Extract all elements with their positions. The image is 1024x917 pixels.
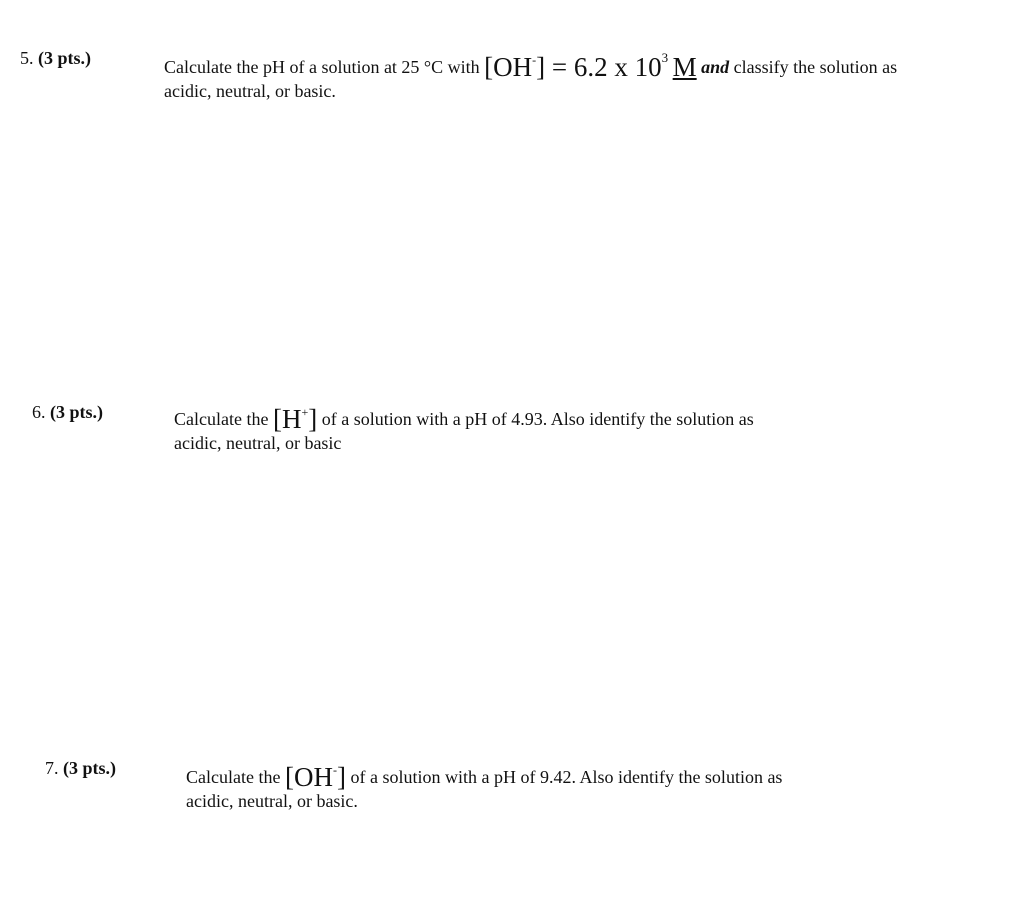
question-6-label: [32, 402, 103, 423]
question-5-number: 5.: [20, 48, 34, 68]
question-6-points: (3 pts.): [50, 402, 103, 422]
question-5-exponent: 3: [661, 50, 669, 65]
question-5-expr-sup: -: [532, 53, 537, 67]
question-7-line2: acidic, neutral, or basic.: [186, 791, 358, 811]
question-5-unit: M: [672, 52, 697, 82]
question-5-and: and: [701, 57, 730, 77]
question-5-text-start: Calculate the pH of a solution at 25 °C with: [164, 57, 485, 77]
question-6-expr-close: ]: [308, 404, 318, 434]
question-7-expr-open: [OH: [284, 762, 333, 792]
question-6-expr-open: [H: [272, 404, 302, 434]
question-6-expr-sup: +: [301, 405, 309, 419]
question-5-expr-open: [OH: [484, 52, 533, 82]
question-7-text-start: Calculate the: [186, 767, 285, 787]
question-7-points: (3 pts.): [63, 758, 116, 778]
question-5-text: [164, 46, 897, 103]
question-7-text-end: of a solution with a pH of 9.42. Also identify the solution as: [345, 767, 783, 787]
question-5-text-end: classify the solution as: [729, 57, 898, 77]
question-5-expr-close: ]: [536, 52, 546, 82]
question-5-points: (3 pts.): [38, 48, 91, 68]
question-7-number: 7.: [45, 758, 59, 778]
question-6-number: 6.: [32, 402, 46, 422]
question-7-text: [186, 758, 782, 813]
question-5-equation: = 6.2 x 10: [545, 52, 662, 82]
question-7-label: [45, 758, 116, 779]
question-7-expr-sup: -: [332, 763, 337, 777]
question-6-line2: acidic, neutral, or basic: [174, 433, 342, 453]
question-7-expr-close: ]: [336, 762, 346, 792]
question-5-line2: acidic, neutral, or basic.: [164, 81, 336, 101]
question-6-text-start: Calculate the: [174, 409, 273, 429]
question-5-label: [20, 48, 91, 69]
question-6-text-end: of a solution with a pH of 4.93. Also identify the solution as: [317, 409, 754, 429]
question-6-text: [174, 400, 754, 455]
